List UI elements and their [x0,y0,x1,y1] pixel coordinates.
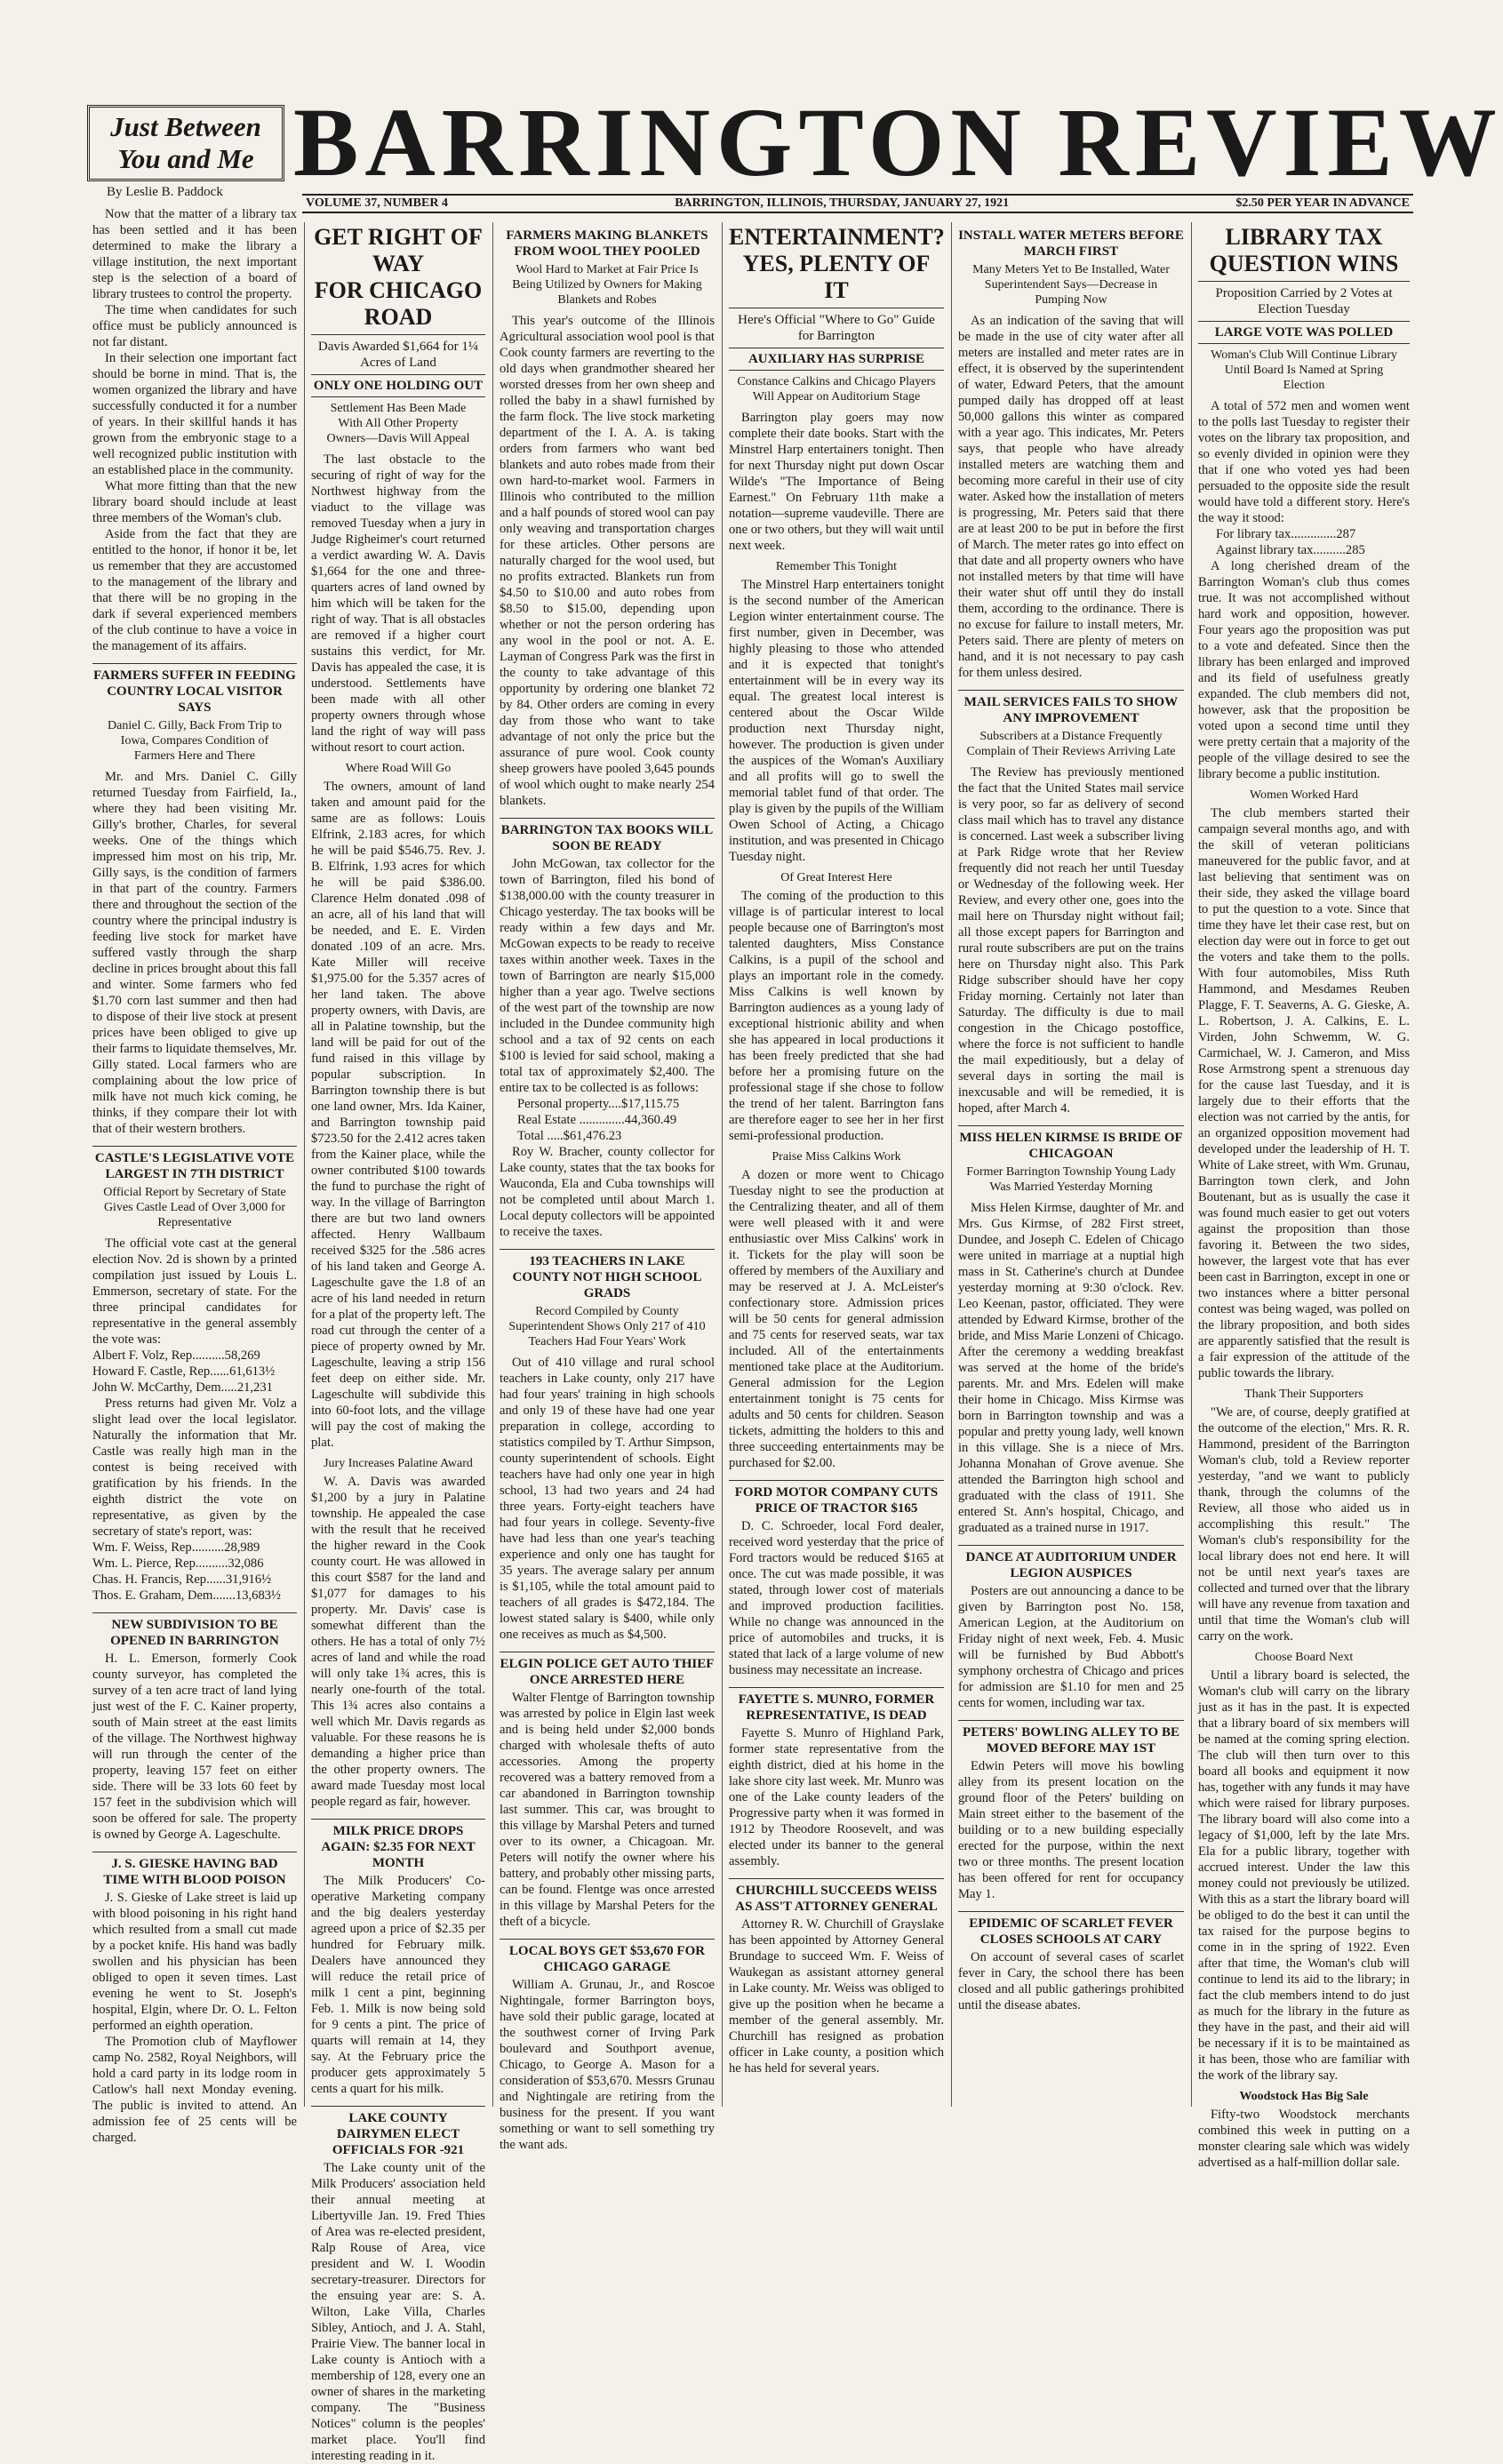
column-2 [304,222,492,2463]
section-subhead: Woodstock Has Big Sale [1239,2090,1369,2103]
subhead-farmers: Daniel C. Gilly, Back From Trip to Iowa, Compares Condition of Farmers Here and There [108,719,282,763]
headline-ford: FORD MOTOR COMPANY CUTS PRICE OF TRACTOR $165 [729,1480,944,1516]
column-text: Aside from the fact that they are entitled to the honor, if honor it be, let us remember that they are accustomed to the management of the library and that there will be no groping in the dark if several experienced members of the club continue to have a voice in the management of its affairs. [92,527,297,653]
column-1 [85,197,304,2145]
subhead: Constance Calkins and Chicago Players Will Appear on Auditorium Stage [737,375,936,404]
headline-line: QUESTION WINS [1209,251,1399,276]
article-text: Fayette S. Munro of Highland Park, former state representative from the eighth district, died at his home in the lake shore city last week. Mr. Munro was one of the Lake county leaders of the Progressive party when it was formed in 1912 by Theodore Roosevelt, and was elected under its banner to the general assembly. [729,1726,944,1868]
article-text: A long cherished dream of the Barrington Woman's club thus comes true. It was not accomplished without hard work and opposition, however. Four years ago the proposition was put to a vote and defeated. Since then the library has been enlarged and improved and its field of usefulness greatly expanded. The club members did not, however, ask that the proposition be voted upon a second time until they were pretty certain that a majority of the people of the village desired to see the library become a public institution. [1198,559,1410,781]
article-text: A total of 572 men and women went to the polls last Tuesday to register their votes on the library tax proposition, and so evenly divided in opinion were they that if one who voted yes had been persuaded to the opposite side the result would have told a different story. Here's the way it stood: [1198,399,1410,525]
headline-library-tax [1198,224,1410,282]
headline-kirmse: MISS HELEN KIRMSE IS BRIDE OF CHICAGOAN [958,1125,1184,1162]
column-text: In their selection one important fact should be borne in mind. That is, the women organized the library and have successfully conducted it for a number of years. In their skillful hands it has grown from the embryonic stage to a well recognized public institution with an established place in the community. [92,351,297,477]
subhead: Record Compiled by County Superintendent Shows Only 217 of 410 Teachers Had Four Years' Work [508,1305,706,1348]
headline-farmers: FARMERS SUFFER IN FEEDING COUNTRY LOCAL VISITOR SAYS [92,663,297,716]
column-text: Now that the matter of a library tax has been settled and it has been determined to make the library a village institution, the next important step is the selection of a board of library trustees to control the property. [92,207,297,301]
article-text: The Minstrel Harp entertainers tonight is the second number of the American Legion winter entertainment course. The first number, given in December, was highly pleasing to those who attended and it is expected that tonight's entertainment will be in every way its equal. The greatest local interest is centered about the Oscar Wilde production next Thursday night, however. The production is given under the auspices of the Woman's Auxiliary and all profits will go to swell the memorial tablet fund of that order. The play is given by the pupils of the William Owen School of Acting, a Chicago institution, and was presented in Chicago Tuesday night. [729,578,944,864]
subhead: Subscribers at a Distance Frequently Complain of Their Reviews Arriving Late [966,730,1176,758]
article-text: J. S. Gieske of Lake street is laid up with blood poisoning in his right hand which resulted from a small cut made by a pocket knife. His hand was badly swollen and his physician has been obliged to open it seven times. Last evening he went to St. Joseph's hospital, Elgin, where Dr. O. L. Felton performed an eighth operation. [92,1891,297,2033]
headline-dance: DANCE AT AUDITORIUM UNDER LEGION AUSPICES [958,1545,1184,1581]
article-text: The official vote cast at the general election Nov. 2d is shown by a printed compilation just issued by Louis L. Emmerson, secretary of state. For the three principal candidates for representative in the general assembly the vote was: [92,1236,297,1347]
article-text: John McGowan, tax collector for the town of Barrington, filed his bond of $138,000.00 with the county treasurer in Chicago yesterday. The tax books will be ready within a few days and Mr. McGowan expects to be ready to receive taxes within another week. Taxes in the town of Barrington are nearly $15,000 higher than a year ago. Twelve sections of the west part of the township are now included in the Dundee community high school and a tax of 92 cents on each $100 is levied for said school, making a total tax of approximately $2,400. The entire tax to be collected is as follows: [500,857,715,1095]
column-text: What more fitting than that the new library board should include at least three members of the Woman's club. [92,479,297,525]
article-text: Attorney R. W. Churchill of Grayslake has been appointed by Attorney General Brundage to succeed Wm. F. Weiss of Waukegan as assistant attorney general in Lake county. Mr. Weiss was obliged to give up the position when he became a member of the general assembly. Mr. Churchill has resigned as probation officer in Lake county, a position which he has held for several years. [729,1917,944,2076]
article-text: The club members started their campaign several months ago, and with the skill of veteran politicians maneuvered for the public favor, and at last believing that sentiment was on their side, they asked the village board to put the question to a vote. Since that time they have let their case rest, but on election day were out in force to get out the voters and take them to the polls. With four automobiles, Miss Ruth Hammond, and Mesdames Reuben Plagge, F. T. Seaverns, A. G. Gieske, A. L. Robertson, J. A. Calkins, E. L. Virden, John Schwemm, W. G. Carmichael, W. J. Cameron, and Miss Rose Armstrong spent a strenuous day for the cause last Tuesday, and it is largely due to their efforts that the election was not carried by the antis, for an organized opposition movement had developed under the leadership of H. T. White of Lake street, with Wm. Grunau, Barrington town clerk, and John Boutenant, but as is usually the case it was found much easier to get out voters against the proposition than those favoring it. Between the two sides, however, the largest vote that has ever been cast in Barrington, except in one or two instances where a bitter personal contest was being waged, was polled on the library proposition, and both sides are apparently satisfied that the result is a fair expression of the attitude of the public towards the library. [1198,806,1410,1380]
column-3 [492,222,722,2152]
subhead: Many Meters Yet to Be Installed, Water Superintendent Says—Decrease in Pumping Now [972,263,1170,307]
place-date: BARRINGTON, ILLINOIS, THURSDAY, JANUARY 27, 1921 [675,196,1010,210]
dateline [302,194,1413,213]
column-text: The time when candidates for such office must be publicly announced is not far distant. [92,303,297,349]
article-text: Fifty-two Woodstock merchants combined this week in putting on a monster clearing sale which was widely advertised as a half-million dollar sale. [1198,2108,1410,2170]
column-title-line1: Just Between [110,111,261,142]
vote-line: Against library tax..........285 [1216,543,1365,557]
article-text: "We are, of course, deeply gratified at the outcome of the election," Mrs. R. R. Hammond, president of the Barrington Woman's club, told a Review reporter yesterday, "and we want to publicly thank, through the columns of the Review, all those who aided us in accomplishing this result." The Woman's club's responsibility for the local library does not end here. It will not be until next year's taxes are collected and turned over that the library will have any revenue from taxation and until that time the Woman's club will carry on the work. [1198,1405,1410,1644]
article-text: Edwin Peters will move his bowling alley from its present location on the ground floor of the Peters' building on Main street either to the basement of the building or to a new building especially erected for the purpose, within the next two or three months. The present location has been offered for rent for occupancy May 1. [958,1759,1184,1901]
headline-garage: LOCAL BOYS GET $53,670 FOR CHICAGO GARAGE [500,1939,715,1975]
section-subhead: Where Road Will Go [345,762,452,775]
column-5 [951,222,1191,2107]
deck: Davis Awarded $1,664 for 1¼ Acres of Land [317,340,479,370]
article-text: The Lake county unit of the Milk Producers' association held their annual meeting at Libertyville Jan. 19. Fred Thies of Area was re-elected president, Ralp Rouse of Area, vice president and W. I. Woodin secretary-treasurer. Directors for the ensuing year are: S. A. Wilton, Lake Villa, Charles Sibley, Antioch, and J. A. Stahl, Prairie View. The banner local in Lake county is Antioch with a membership of 128, every one an owner of shares in the marketing company. The "Business Notices" column is the peoples' market place. You'll find interesting reading in it. [311,2161,485,2463]
article-text: The last obstacle to the securing of right of way for the Northwest highway from the viaduct to the village was removed Tuesday when a jury in Judge Righeimer's court returned a verdict awarding W. A. Davis $1,664 for the one and three-quarters acres of land owned by him which will be taken for the right of way. That is all obstacles are removed if a higher court sustains this verdict, for Mr. Davis has appealed the case, it is understood. Settlements have been made with all other property owners through whose land the right of way will pass without resort to court action. [311,452,485,755]
headline-entertainment [729,224,944,308]
section-subhead: Thank Their Supporters [1244,1388,1363,1401]
headline-castle: CASTLE'S LEGISLATIVE VOTE LARGEST IN 7TH DISTRICT [92,1146,297,1182]
subhead: Settlement Has Been Made With All Other Property Owners—Davis Will Appeal [326,402,470,445]
article-text: William A. Grunau, Jr., and Roscoe Nightingale, former Barrington boys, have sold their public garage, located at the southwest corner of Irving Park boulevard and Southport avenue, Chicago, to George A. Mason for a consideration of $53,670. Messrs Grunau and Nightingale are retiring from the business for the present. If you want something or want to sell something try the want ads. [500,1978,715,2152]
section-subhead: Jury Increases Palatine Award [324,1457,473,1470]
article-text: Press returns had given Mr. Volz a slight lead over the local legislator. Naturally the information that Mr. Castle was really high man in the contest is being received with gratification by his friends. In the eighth district the vote on representative, as given by the secretary of state's report, was: [92,1396,297,1539]
headline-munro: FAYETTE S. MUNRO, FORMER REPRESENTATIVE, IS DEAD [729,1687,944,1724]
vote-line: Wm. F. Weiss, Rep..........28,989 [92,1540,260,1555]
article-text: The coming of the production to this village is of particular interest to local people because one of Barrington's most talented daughters, Miss Constance Calkins, is a pupil of the school and plays an important role in the comedy. Miss Calkins is well known by Barrington audiences as a young lady of exceptional histrionic ability and when she has appeared in local productions it has been freely predicted that she had before her a promising future on the professional stage if she chose to follow the trend of her talent. Barrington fans are therefore eager to see her in her first semi-professional production. [729,889,944,1143]
vote-line: Thos. E. Graham, Dem.......13,683½ [92,1588,281,1603]
headline-dairymen: LAKE COUNTY DAIRYMEN ELECT OFFICIALS FOR -921 [311,2106,485,2158]
headline-line: FOR CHICAGO ROAD [314,277,483,330]
headline-line: LIBRARY TAX [1225,224,1383,250]
headline-gieske: J. S. GIESKE HAVING BAD TIME WITH BLOOD POISON [92,1852,297,1888]
deck: Proposition Carried by 2 Votes at Election Tuesday [1215,286,1393,316]
article-text: As an indication of the saving that will be made in the use of city water after all meters are installed and meter rates are in effect, it is observed by the superintendent of water, Edward Peters, that the amount pumped daily has dropped off at least 50,000 gallons this winter as compared with a year ago. This indicates, Mr. Peters says, that people who have already installed meters are watching them and becoming more careful in their use of city water. Asked how the installation of meters is progressing, Mr. Peters said that there are at least 200 to be put in before the first of March. The meter rates go into effect on that date and all property owners who have not installed meters by that time will have their water shut off until they do install them, according to the ordinance. There is no excuse for failure to install meters, Mr. Peters said. There are plenty of meters on hand, and it is not necessary to pay cash for them unless desired. [958,314,1184,680]
article-text: Miss Helen Kirmse, daughter of Mr. and Mrs. Gus Kirmse, of 282 First street, Dundee, and Joseph C. Edelen of Chicago were united in marriage at a nuptial high mass in St. Catherine's church at Dundee yesterday morning at 9:30 o'clock. Rev. Leo Keenan, pastor, officiated. They were attended by Edward Kirmse, brother of the bride, and Miss Marie Lonzeni of Chicago. After the ceremony a wedding breakfast was served at the home of the bride's parents. Mr. and Mrs. Edelen will make their home in Chicago. Miss Kirmse was born in Barrington township and was a popular and pretty young lady, well known in this village. She is a niece of Mrs. Johanna Monahan of Grove avenue. She attended the Barrington high school and graduated with the class of 1911. She entered St. Ann's hospital, Chicago, and graduated as a trained nurse in 1917. [958,1201,1184,1535]
subhead-castle: Official Report by Secretary of State Gives Castle Lead of Over 3,000 for Representative [103,1186,286,1229]
vote-line: John W. McCarthy, Dem.....21,231 [92,1380,273,1395]
headline-milk: MILK PRICE DROPS AGAIN: $2.35 FOR NEXT MONTH [311,1819,485,1871]
headline-mail: MAIL SERVICES FAILS TO SHOW ANY IMPROVEMENT [958,690,1184,726]
article-text: W. A. Davis was awarded $1,200 by a jury in Palatine township. He appealed the case with the result that he received the higher reward in the Cook county court. He was allowed in this court $587 for the land and $1,077 for damages to his property. Mr. Davis' case is somewhat different than the others. He has a total of only 7½ acres of land and while the road will only take 1¾ acres, this is nearly one-fourth of the total. This 1¾ acres also contains a well which Mr. Davis regards as valuable. For these reasons he is demanding a higher price than the other property owners. The award made Tuesday most local people regard as fair, however. [311,1475,485,1809]
column-byline: By Leslie B. Paddock [107,185,223,199]
article-text: On account of several cases of scarlet fever in Cary, the school there has been closed and all public gatherings prohibited until the disease abates. [958,1950,1184,2012]
vote-line: Wm. L. Pierce, Rep..........32,086 [92,1556,264,1571]
headline-subdivision: NEW SUBDIVISION TO BE OPENED IN BARRINGTON [92,1612,297,1649]
headline-line: ENTERTAINMENT? [729,224,945,250]
volume-number: VOLUME 37, NUMBER 4 [306,196,448,210]
headline-line: GET RIGHT OF WAY [314,224,483,276]
tax-line: Total .....$61,476.23 [517,1129,622,1143]
section-subhead: Women Worked Hard [1250,788,1358,802]
vote-line: Chas. H. Francis, Rep......31,916½ [92,1572,272,1587]
column-4 [722,222,951,2107]
article-text: Mr. and Mrs. Daniel C. Gilly returned Tuesday from Fairfield, Ia., where they had been visiting Mr. Gilly's brother, Charles, for several weeks. One of the things which impressed him most on his trip, Mr. Gilly says, is the condition of farmers in that part of the country. Farmers there and throughout the section of the country where the principal industry is feeding live stock for market have suffered vastly through the sharp decline in prices brought about this fall and winter. Some farmers who fed $1.70 corn last summer and then had to dispose of their live stock at present prices have been obliged to give up their farms to liquidate themselves, Mr. Gilly stated. Local farmers who are complaining about the low price of milk have not much kick coming, he thinks, if they compare their lot with that of their western brothers. [92,770,297,1136]
subhead: Woman's Club Will Continue Library Until Board Is Named at Spring Election [1211,348,1397,392]
tax-line: Real Estate ..............44,360.49 [517,1113,677,1127]
tax-line: Personal property....$17,115.75 [517,1097,680,1111]
article-text: Roy W. Bracher, county collector for Lake county, states that the tax books for Wauconda, Ela and Cuba townships will not be completed until about March 1. Local deputy collectors will be appointed to receive the taxes. [500,1145,715,1239]
section-subhead: Praise Miss Calkins Work [771,1150,901,1164]
headline-elgin: ELGIN POLICE GET AUTO THIEF ONCE ARRESTED HERE [500,1652,715,1688]
article-text: D. C. Schroeder, local Ford dealer, received word yesterday that the price of Ford tractors would be reduced $165 at once. The cut was made possible, it was stated, through lower cost of materials and improved production facilities. While no change was announced in the price of automobiles and trucks, it is stated that lack of a large volume of new business may necessitate an increase. [729,1519,944,1677]
article-text: Barrington play goers may now complete their date books. Start with the Minstrel Harp entertainers tonight. Then for next Thursday night put down Oscar Wilde's "The Importance of Being Earnest." On February 11th make a notation—supreme vaudeville. There are one or two others, but they will wait until next week. [729,411,944,553]
article-text: The Milk Producers' Co-operative Marketing company and the big dealers yesterday agreed upon a price of $2.35 per hundred for February milk. Dealers have announced they will reduce the retail price of milk 1 cent a pint, beginning Feb. 1. Milk is now being sold for 9 cents a pint. The price of quarts will remain at 14, they say. At the February price the producer gets approximately 5 cents a quart for his milk. [311,1874,485,2096]
column-title-line2: You and Me [117,143,254,174]
vote-line: For library tax..............287 [1216,527,1356,541]
article-text: Until a library board is selected, the Woman's club will carry on the library just as it has in the past. It is expected that a library board of six members will be named at the coming spring election. The club will then turn over to this board all books and equipment it now has, together with any funds it may have which were raised for library purposes. The library board will also come into a legacy of $1,000, left by the late Mrs. Ela for a public library, together with accrued interest. Under the law this money could not previously be utilized. With this as a start the library board will be obliged to do the best it can until the tax raised for the purpose begins to come in in the spring of 1922. Even after that time, the Woman's club will continue to lend its aid to the library; in fact the club members intend to do just as much for the library in the future as they have in the past, and their aid will be necessary if it is to be maintained as it has been, those who are familiar with the work of the library say. [1198,1668,1410,2083]
subhead: Wool Hard to Market at Fair Price Is Being Utilized by Owners for Making Blankets and Robes [512,263,702,307]
vote-line: Albert F. Volz, Rep..........58,269 [92,1348,260,1363]
headline-churchill: CHURCHILL SUCCEEDS WEISS AS ASS'T ATTORNEY GENERAL [729,1878,944,1915]
article-text: The owners, amount of land taken and amount paid for the same are as follows: Louis Elfrink, 2.183 acres, for which he will be paid $546.75. Rev. J. B. Elfrink, 1.93 acres for which he will be paid $386.00. Clarence Helm donated .098 of an acre, all of his land that will be needed, and E. E. Virden donated .109 of an acre. Mrs. Kate Miller will receive $1,975.00 for the 5.357 acres of her land taken. The above property owners, with Davis, are all in Palatine township, but the land will be paid for out of the fund raised in this village by popular subscription. In Barrington township there is but one land owner, Mrs. Ida Kainer, and Barrington township paid $723.50 for the 2.412 acres taken from the Kainer place, while the owner contributed $100 towards the fund to purchase the right of way. In the village of Barrington there are but two land owners affected. Henry Wallbaum received $325 for the .586 acres of his land taken and George A. Lageschulte gave the 1.8 of an acre of his land needed in return for a plat of the property left. The road cut through the center of a piece of property owned by Mr. Lageschulte, leaving a strip 156 feet deep on either side. Mr. Lageschulte will subdivide this into 60-foot lots, and the village will pay the cost of making the plat. [311,780,485,1450]
article-text: A dozen or more went to Chicago Tuesday night to see the production at the Centralizing theater, and all of them were well pleased with it and were enthusiastic over Miss Calkins' work in it. Tickets for the play will soon be offered by members of the Auxiliary and may be reserved at J. A. McLeister's confectionary store. Admission prices will be 50 cents for general admission and 75 cents for reserved seats, war tax included. All of the entertainments mentioned take place at the Auditorium. General admission for the Legion entertainment tonight is 75 cents for adults and 50 cents for children. Season tickets, admitting the holders to this and three succeeding entertainments may be purchased for $2.00. [729,1168,944,1470]
subhead: Former Barrington Township Young Lady Was Married Yesterday Morning [966,1165,1176,1194]
column-title-box [87,105,284,181]
headline-line: YES, PLENTY OF IT [742,251,931,303]
deck: AUXILIARY HAS SURPRISE [729,348,944,371]
section-subhead: Remember This Tonight [775,560,898,573]
article-text: The Promotion club of Mayflower camp No. 2582, Royal Neighbors, will hold a card party in its lodge room in Catlow's hall next Monday evening. The public is invited to attend. An admission fee of 25 cents will be charged. [92,2035,297,2145]
newspaper-title: BARRINGTON REVIEW [293,88,1503,196]
section-subhead: Choose Board Next [1254,1651,1354,1664]
article-text: Posters are out announcing a dance to be given by Barrington post No. 158, American Legion, at the Auditorium on Friday night of next week, Feb. 4. Music will be furnished by Bud Abbott's symphony orchestra of Chicago and prices for admission are $1.10 for men and 25 cents for women, including war tax. [958,1584,1184,1710]
vote-line: Howard F. Castle, Rep......61,613½ [92,1364,276,1379]
article-text: This year's outcome of the Illinois Agricultural association wool pool is that Cook county farmers are reverting to the old days when grandmother sheared her worsted dresses from her own sheep and rolled the baby in a shawl furnished by the farm flock. The live stock marketing department of the I. A. A. is taking orders from farmers who want bed blankets and auto robes made from their own hard-to-market wool. Farmers in Illinois who contributed to the million and a half pounds of stored wool can pay only weaving and transportation charges for these articles. Other persons are naturally charged for the wool used, but no profits extracted. Blankets run from $4.50 to $10.00 and auto robes from $8.50 to $15.00, depending upon whether or not the person ordering has any wool in the pool or not. A. E. Layman of Congress Park was the first in the county to take advantage of this opportunity by ordering one blanket 72 by 84. Other orders are coming in every day from those who want to take advantage of not only the price but the assurance of pure wool. Cook county sheep growers have pooled 3,645 pounds of wool which ought to make nearly 254 blankets. [500,314,715,808]
headline-tax-books: BARRINGTON TAX BOOKS WILL SOON BE READY [500,818,715,854]
article-text: The Review has previously mentioned the fact that the United States mail service is very poor, so far as delivery of second class mail which has to travel any distance is concerned. Last week a subscriber living at Park Ridge wrote that her Review frequently did not reach her until Tuesday or Wednesday of the following week. Her Review, and every other one, goes into the mail here on Thursday night without fail; all those except papers for Barrington and rural route subscribers are put on the trains here on Thursday night also. This Park Ridge subscriber should have her copy Friday morning. Certainly not later than Saturday. The difficulty is due to mail congestion in the Chicago postoffice, where the force is not sufficient to handle the mail expeditiously, but a delay of several days in sorting the mail is inexcusable and will be remedied, it is hoped, after March 4. [958,765,1184,1116]
article-text: Out of 410 village and rural school teachers in Lake county, only 217 have had four years' training in high schools and only 19 of these have had one year preparation in college, according to statistics compiled by T. Arthur Simpson, county superintendent of schools. Eight teachers have had only one year in high school, 13 had two years and 24 had three years. Forty-eight teachers have had four years in college. Seventy-five have had less than one year's teaching experience and only one has taught for 35 years. The average salary per annum is $1,105, while the total amount paid to teachers of all grades is $472,184. The lowest stated salary is $400, while only one receives as much as $4,500. [500,1356,715,1642]
headline-blankets: FARMERS MAKING BLANKETS FROM WOOL THEY POOLED [506,228,708,259]
subscription-price: $2.50 PER YEAR IN ADVANCE [1235,196,1410,210]
headline-right-of-way [311,224,485,335]
deck: LARGE VOTE WAS POLLED [1198,321,1410,344]
deck: Here's Official "Where to Go" Guide for Barrington [738,313,935,343]
headline-water-meters: INSTALL WATER METERS BEFORE MARCH FIRST [958,228,1184,259]
column-6 [1191,222,1417,2170]
headline-bowling: PETERS' BOWLING ALLEY TO BE MOVED BEFORE MAY 1ST [958,1720,1184,1756]
headline-scarlet-fever: EPIDEMIC OF SCARLET FEVER CLOSES SCHOOLS AT CARY [958,1911,1184,1948]
article-text: H. L. Emerson, formerly Cook county surveyor, has completed the survey of a ten acre tract of land lying just west of the F. C. Kainer property, south of Main street at the east limits of the village. The Northwest highway will run through the center of the property, leaving 157 feet on either side. There will be 33 lots 60 feet by 157 feet in the subdivision which will soon be offered for sale. The property is owned by George A. Lageschulte. [92,1652,297,1842]
article-text: Walter Flentge of Barrington township was arrested by police in Elgin last week and is being held under $2,000 bonds charged with wholesale thefts of auto accessories. Among the property recovered was a battery removed from a car abandoned in Barrington township last summer. This car, was brought to this village by Marshal Peters and turned over to its owner, a Chicagoan. Mr. Peters will notify the owner where his battery, and probably other missing parts, can be found. Flentge was once arrested in this village by Marshal Peters for the theft of a bicycle. [500,1691,715,1929]
deck: ONLY ONE HOLDING OUT [311,374,485,397]
section-subhead: Of Great Interest Here [780,871,892,884]
headline-teachers: 193 TEACHERS IN LAKE COUNTY NOT HIGH SCHOOL GRADS [500,1249,715,1301]
